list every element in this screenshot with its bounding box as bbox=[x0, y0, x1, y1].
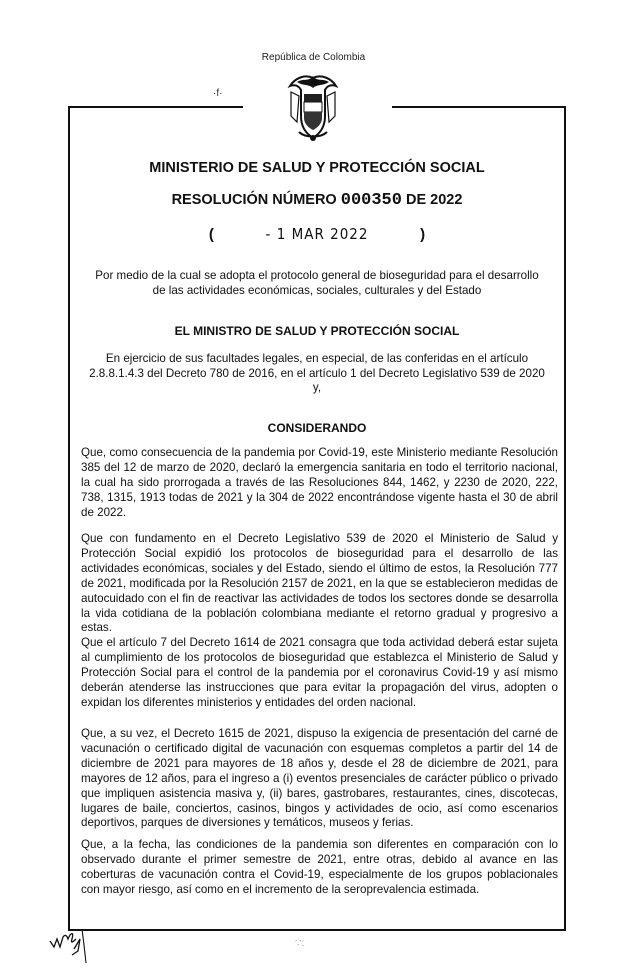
resolution-year: DE 2022 bbox=[406, 192, 463, 208]
considerando-paragraph-1: Que, como consecuencia de la pandemia por Covid-19, este Ministerio mediante Resolución 385 del 12 de marzo de 2020, declaró la emergencia sanitaria en todo el territorio nacional, la cual ha sido prorrogada a través de las Resoluciones 844, 1462, y 2230 de 2020, 222, 738, 1315, 1913 todas de 2021 y la 304 de 2022 encontrándose vigente hasta el 30 de abril de 2022. bbox=[81, 446, 558, 519]
scan-mark: ·f· bbox=[213, 88, 223, 99]
date-close-paren: ) bbox=[420, 226, 426, 243]
powers-line-1: En ejercicio de sus facultades legales, en especial, de las conferidas en el artículo bbox=[105, 352, 529, 365]
colombia-coat-of-arms-icon bbox=[287, 72, 339, 144]
considerando-paragraph-4: Que, a su vez, el Decreto 1615 de 2021, dispuso la exigencia de presentación del carné de vacunación o certificado digital de vacunación con esquemas completos a partir del 14 de diciembre de 2021 para mayores de 18 años y, desde el 28 de diciembre de 2021, para mayores de 12 años, para el ingreso a (i) eventos presenciales de carácter público o privado que impliquen asistencia masiva y, (ii) bares, gastrobares, restaurantes, cines, discotecas, lugares de baile, conciertos, casinos, bingos y actividades de ocio, así como escenarios deportivos, parques de diversiones y temáticos, museos y ferias. bbox=[81, 727, 558, 830]
considerando-paragraph-2: Que con fundamento en el Decreto Legislativo 539 de 2020 el Ministerio de Salud y Protección Social expidió los protocolos de bioseguridad para el desarrollo de las actividades económicas, sociales y del Estado, siendo el último de estos, la Resolución 777 de 2021, modificada por la Resolución 2157 de 2021, en la que se establecieron medidas de autocuidado con el fin de reactivar las actividades de todos los sectores donde se desarrolla la vida cotidiana de la población colombiana mediante el retorno gradual y progresivo a estas. bbox=[81, 532, 558, 635]
considerando-paragraph-3: Que el artículo 7 del Decreto 1614 de 2021 consagra que toda actividad deberá estar sujeta al cumplimiento de los protocolos de bioseguridad que establezca el Ministerio de Salud y Protección Social para el control de la pandemia por el coronavirus Covid-19 y así mismo deberán atenderse las instrucciones que para evitar la propagación del virus, adopten o expidan los diferentes ministerios y entidades del orden nacional. bbox=[81, 636, 558, 709]
scan-mark: ∵: bbox=[295, 938, 305, 949]
ministry-title: MINISTERIO DE SALUD Y PROTECCIÓN SOCIAL bbox=[149, 160, 485, 176]
resolution-heading bbox=[70, 191, 564, 210]
epigraph bbox=[70, 268, 564, 298]
frame-border-bottom bbox=[68, 929, 566, 931]
considerando-paragraph-5: Que, a la fecha, las condiciones de la pandemia son diferentes en comparación con lo observado durante el primer semestre de 2021, entre otras, debido al avance en las coberturas de vacunación contra el Covid-19, especialmente de los grupos poblacionales con mayor riesgo, así como en el incremento de la seroprevalencia estimada. bbox=[81, 838, 558, 896]
resolution-date: - 1 MAR 2022 bbox=[265, 225, 369, 243]
resolution-prefix: RESOLUCIÓN NÚMERO bbox=[171, 192, 337, 208]
epigraph-line-1: Por medio de la cual se adopta el protocolo general de bioseguridad para el desarrollo bbox=[95, 269, 539, 282]
date-open-paren: ( bbox=[208, 226, 214, 243]
powers-line-2: 2.8.8.1.4.3 del Decreto 780 de 2016, en el artículo 1 del Decreto Legislativo 539 de 2020 bbox=[89, 367, 545, 380]
resolution-date-line bbox=[70, 225, 564, 243]
country-label: República de Colombia bbox=[261, 52, 366, 63]
frame-border-top-right bbox=[392, 106, 566, 108]
resolution-number: 000350 bbox=[340, 191, 402, 210]
frame-border-right bbox=[564, 106, 566, 931]
considerando-heading: CONSIDERANDO bbox=[267, 421, 367, 435]
frame-border-top-left bbox=[68, 106, 243, 108]
powers-line-3: y, bbox=[312, 381, 322, 394]
epigraph-line-2: de las actividades económicas, sociales, culturales y del Estado bbox=[152, 284, 482, 297]
authority-powers bbox=[70, 351, 564, 381]
handwritten-initials-icon bbox=[48, 925, 98, 965]
authority-heading: EL MINISTRO DE SALUD Y PROTECCIÓN SOCIAL bbox=[174, 324, 460, 338]
